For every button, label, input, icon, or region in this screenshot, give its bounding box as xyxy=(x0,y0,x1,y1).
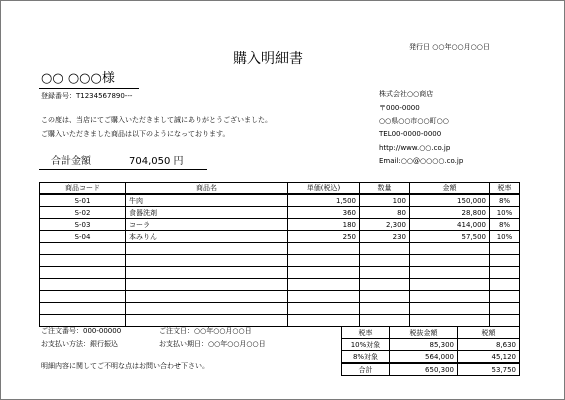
tax-amount: 8,630 xyxy=(458,339,520,351)
empty-cell xyxy=(288,279,360,291)
header-amount: 金額 xyxy=(410,183,490,195)
header-code: 商品コード xyxy=(40,183,126,195)
tax-row xyxy=(342,339,520,351)
empty-cell xyxy=(288,315,360,327)
empty-cell xyxy=(40,255,126,267)
greeting-line-2: ご購入いただきました商品は以下のようになっております。 xyxy=(41,130,230,138)
payment-due-date: お支払い期日：○○年○○月○○日 xyxy=(159,340,266,348)
table-row xyxy=(40,207,520,219)
item-amount: 28,800 xyxy=(410,207,490,219)
empty-cell xyxy=(410,315,490,327)
item-code: S-02 xyxy=(40,207,126,219)
item-price: 1,500 xyxy=(288,194,360,207)
empty-cell xyxy=(410,291,490,303)
company-email: Email:○○@○○○○.co.jp xyxy=(379,157,464,165)
inquiry-note: 明細内容に関してご不明な点はお問い合わせ下さい。 xyxy=(41,362,209,370)
issue-date: 発行日 ○○年○○月○○日 xyxy=(409,43,490,51)
table-row-empty xyxy=(40,291,520,303)
empty-cell xyxy=(360,267,410,279)
empty-cell xyxy=(40,291,126,303)
item-code: S-04 xyxy=(40,231,126,243)
payment-method: お支払い方法：銀行振込 xyxy=(41,340,118,348)
item-name: 牛肉 xyxy=(126,194,288,207)
empty-cell xyxy=(360,291,410,303)
empty-cell xyxy=(490,279,520,291)
empty-cell xyxy=(490,255,520,267)
tax-total-label: 合計 xyxy=(342,363,390,376)
table-row xyxy=(40,194,520,207)
empty-cell xyxy=(288,303,360,315)
item-amount: 57,500 xyxy=(410,231,490,243)
item-price: 180 xyxy=(288,219,360,231)
company-url: http://www.○○.co.jp xyxy=(379,144,451,152)
order-date: ご注文日：○○年○○月○○日 xyxy=(159,327,252,335)
items-table-header xyxy=(40,183,520,195)
empty-cell xyxy=(288,243,360,255)
table-row-empty xyxy=(40,279,520,291)
tax-row xyxy=(342,351,520,364)
tax-rate-label: 10%対象 xyxy=(342,339,390,351)
item-name: コーラ xyxy=(126,219,288,231)
header-tax-rate: 税率 xyxy=(490,183,520,195)
empty-cell xyxy=(126,243,288,255)
empty-cell xyxy=(410,267,490,279)
item-amount: 414,000 xyxy=(410,219,490,231)
customer-name: ○○ ○○○様 xyxy=(41,71,115,86)
header-price: 単価(税込) xyxy=(288,183,360,195)
company-postal: 〒000-0000 xyxy=(379,104,420,112)
order-number: ご注文番号：000-00000 xyxy=(41,327,122,335)
document-title: 購入明細書 xyxy=(233,51,303,67)
item-qty: 100 xyxy=(360,194,410,207)
tax-rate-label: 8%対象 xyxy=(342,351,390,364)
table-row-empty xyxy=(40,243,520,255)
items-table xyxy=(39,182,520,327)
item-qty: 80 xyxy=(360,207,410,219)
empty-cell xyxy=(40,303,126,315)
table-row-empty xyxy=(40,267,520,279)
empty-cell xyxy=(410,279,490,291)
empty-cell xyxy=(40,315,126,327)
empty-cell xyxy=(410,255,490,267)
table-row-empty xyxy=(40,315,520,327)
item-name: 食器洗剤 xyxy=(126,207,288,219)
header-qty: 数量 xyxy=(360,183,410,195)
empty-cell xyxy=(40,279,126,291)
item-tax-rate: 8% xyxy=(490,194,520,207)
empty-cell xyxy=(490,267,520,279)
item-price: 250 xyxy=(288,231,360,243)
header-tax-amount: 税額 xyxy=(458,327,520,339)
header-name: 商品名 xyxy=(126,183,288,195)
tax-table-header xyxy=(342,327,520,339)
table-row-empty xyxy=(40,303,520,315)
empty-cell xyxy=(288,291,360,303)
item-qty: 2,300 xyxy=(360,219,410,231)
item-amount: 150,000 xyxy=(410,194,490,207)
table-row xyxy=(40,219,520,231)
company-tel: TEL00-0000-0000 xyxy=(379,130,442,138)
company-name: 株式会社○○商店 xyxy=(379,90,434,98)
registration-number: 登録番号：T1234567890--- xyxy=(41,92,133,100)
empty-cell xyxy=(126,267,288,279)
empty-cell xyxy=(40,243,126,255)
table-row xyxy=(40,231,520,243)
tax-total-net: 650,300 xyxy=(390,363,458,376)
empty-cell xyxy=(126,279,288,291)
company-address: ○○県○○市○○町○○ xyxy=(379,117,449,125)
empty-cell xyxy=(360,243,410,255)
empty-cell xyxy=(410,243,490,255)
item-tax-rate: 8% xyxy=(490,219,520,231)
tax-total-amount: 53,750 xyxy=(458,363,520,376)
empty-cell xyxy=(490,243,520,255)
empty-cell xyxy=(490,315,520,327)
empty-cell xyxy=(360,315,410,327)
item-code: S-01 xyxy=(40,194,126,207)
empty-cell xyxy=(126,291,288,303)
empty-cell xyxy=(126,255,288,267)
customer-name-underline xyxy=(39,88,139,89)
empty-cell xyxy=(360,255,410,267)
greeting-line-1: この度は、当店にてご購入いただきまして誠にありがとうございました。 xyxy=(41,116,272,124)
tax-total-row xyxy=(342,363,520,376)
tax-summary-table xyxy=(341,326,520,376)
tax-net-amount: 85,300 xyxy=(390,339,458,351)
item-qty: 230 xyxy=(360,231,410,243)
item-tax-rate: 10% xyxy=(490,231,520,243)
header-tax-rate: 税率 xyxy=(342,327,390,339)
total-amount-value: 704,050 円 xyxy=(129,156,184,167)
tax-amount: 45,120 xyxy=(458,351,520,364)
empty-cell xyxy=(126,303,288,315)
empty-cell xyxy=(40,267,126,279)
total-amount-underline xyxy=(39,169,207,170)
tax-net-amount: 564,000 xyxy=(390,351,458,364)
empty-cell xyxy=(126,315,288,327)
item-code: S-03 xyxy=(40,219,126,231)
empty-cell xyxy=(410,303,490,315)
empty-cell xyxy=(490,303,520,315)
empty-cell xyxy=(360,279,410,291)
total-amount-label: 合計金額 xyxy=(51,156,91,167)
item-name: 本みりん xyxy=(126,231,288,243)
empty-cell xyxy=(490,291,520,303)
header-net-amount: 税抜金額 xyxy=(390,327,458,339)
empty-cell xyxy=(288,255,360,267)
empty-cell xyxy=(288,267,360,279)
item-price: 360 xyxy=(288,207,360,219)
table-row-empty xyxy=(40,255,520,267)
empty-cell xyxy=(360,303,410,315)
item-tax-rate: 10% xyxy=(490,207,520,219)
